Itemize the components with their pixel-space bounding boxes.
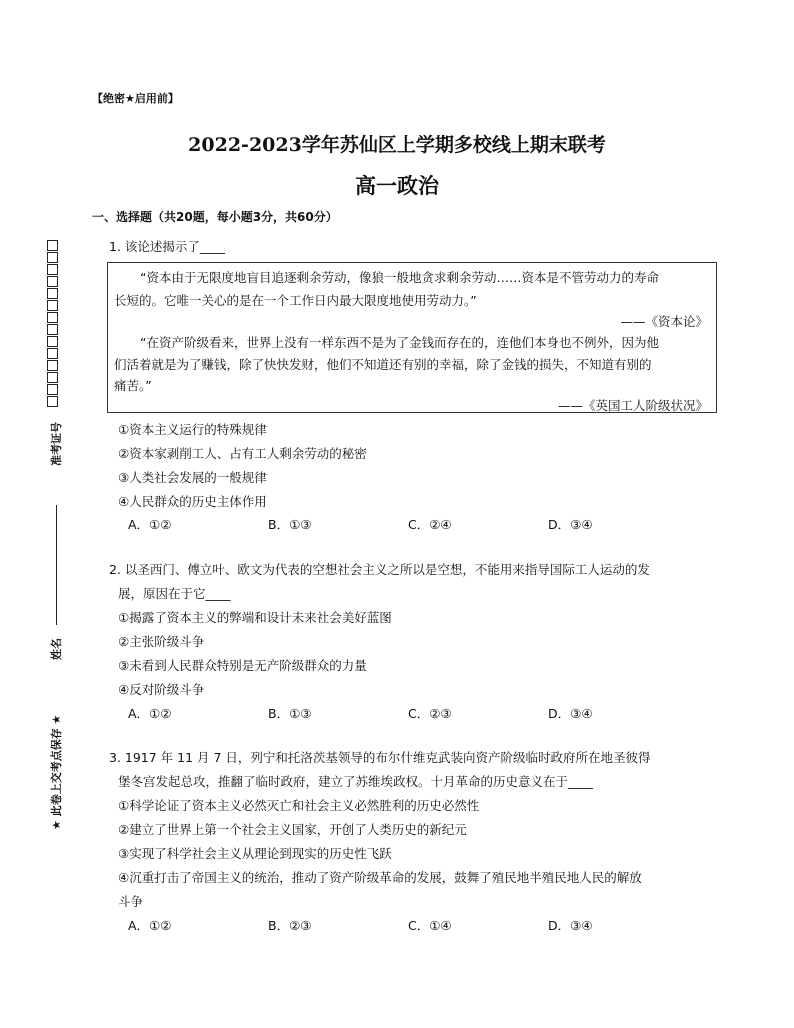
q2-item-1: ①揭露了资本主义的弊端和设计未来社会美好蓝图 xyxy=(118,610,392,625)
q2-stem-line2: 展，原因在于它____ xyxy=(118,586,231,601)
q1-option-a[interactable]: A．①② xyxy=(128,517,172,532)
q1-item-1: ①资本主义运行的特殊规律 xyxy=(118,422,267,437)
q1-quote2-line3: 痛苦。” xyxy=(114,378,152,393)
q3-item-4-cont: 斗争 xyxy=(118,894,144,909)
q1-item-3: ③人类社会发展的一般规律 xyxy=(118,470,267,485)
q2-option-b[interactable]: B．①③ xyxy=(268,706,312,721)
subject-title: 高一政治 xyxy=(355,173,439,198)
q1-quote1-line1: “资本由于无限度地盲目追逐剩余劳动，像狼一般地贪求剩余劳动……资本是不管劳动力的寿命 xyxy=(140,270,659,285)
q3-item-2: ②建立了世界上第一个社会主义国家，开创了人类历史的新纪元 xyxy=(118,822,467,837)
q1-source2: ——《英国工人阶级状况》 xyxy=(557,398,708,413)
exam-number-box[interactable] xyxy=(47,264,58,275)
exam-number-box[interactable] xyxy=(47,372,58,383)
q3-option-b[interactable]: B．②③ xyxy=(268,918,312,933)
exam-number-box[interactable] xyxy=(47,360,58,371)
q1-option-b[interactable]: B．①③ xyxy=(268,517,312,532)
q2-item-3: ③未看到人民群众特别是无产阶级群众的力量 xyxy=(118,658,367,673)
q3-item-4: ④沉重打击了帝国主义的统治，推动了资产阶级革命的发展，鼓舞了殖民地半殖民地人民的解放 xyxy=(118,870,642,885)
q1-source1: ——《资本论》 xyxy=(620,314,708,329)
exam-title: 2022-2023学年苏仙区上学期多校线上期末联考 xyxy=(188,134,606,156)
exam-number-box[interactable] xyxy=(47,384,58,395)
q2-option-d[interactable]: D．③④ xyxy=(548,706,593,721)
exam-number-box[interactable] xyxy=(47,348,58,359)
q1-item-4: ④人民群众的历史主体作用 xyxy=(118,494,267,509)
secret-tag: 【绝密★启用前】 xyxy=(92,92,179,105)
q1-item-2: ②资本家剥削工人、占有工人剩余劳动的秘密 xyxy=(118,446,367,461)
q1-stem: 1. 该论述揭示了____ xyxy=(109,239,225,254)
q1-option-d[interactable]: D．③④ xyxy=(548,517,593,532)
section-heading: 一、选择题（共20题，每小题3分，共60分） xyxy=(92,210,338,224)
exam-number-box[interactable] xyxy=(47,288,58,299)
q2-option-c[interactable]: C．②③ xyxy=(408,706,452,721)
exam-number-box[interactable] xyxy=(47,324,58,335)
q1-option-c[interactable]: C．②④ xyxy=(408,517,452,532)
q3-option-d[interactable]: D．③④ xyxy=(548,918,593,933)
name-underline[interactable] xyxy=(56,505,57,625)
q1-quote2-line2: 们活着就是为了赚钱，除了快快发财，他们不知道还有别的幸福，除了金钱的损失，不知道有别的 xyxy=(114,357,652,372)
exam-number-boxes[interactable] xyxy=(47,240,59,408)
q3-option-c[interactable]: C．①④ xyxy=(408,918,452,933)
exam-number-box[interactable] xyxy=(47,252,58,263)
q3-stem-line1: 3. 1917 年 11 月 7 日，列宁和托洛茨基领导的布尔什维克武装向资产阶级临时政府所在地圣彼得 xyxy=(109,750,651,765)
q2-item-2: ②主张阶级斗争 xyxy=(118,634,205,649)
exam-number-box[interactable] xyxy=(47,240,58,251)
q3-item-3: ③实现了科学社会主义从理论到现实的历史性飞跃 xyxy=(118,846,392,861)
exam-number-box[interactable] xyxy=(47,396,58,407)
q1-quote1-line2: 长短的。它唯一关心的是在一个工作日内最大限度地使用劳动力。” xyxy=(114,293,477,308)
confidential-note: ★ 此卷上交考点保存 ★ xyxy=(50,714,63,830)
exam-number-box[interactable] xyxy=(47,336,58,347)
name-label: 姓名 xyxy=(50,638,63,660)
q3-stem-line2: 堡冬宫发起总攻，推翻了临时政府，建立了苏维埃政权。十月革命的历史意义在于____ xyxy=(118,774,594,789)
q2-item-4: ④反对阶级斗争 xyxy=(118,682,205,697)
q2-stem-line1: 2. 以圣西门、傅立叶、欧文为代表的空想社会主义之所以是空想，不能用来指导国际工人运动的发 xyxy=(109,562,650,577)
exam-number-box[interactable] xyxy=(47,300,58,311)
q1-quote2-line1: “在资产阶级看来，世界上没有一样东西不是为了金钱而存在的，连他们本身也不例外，因为他 xyxy=(140,335,659,350)
q3-item-1: ①科学论证了资本主义必然灭亡和社会主义必然胜利的历史必然性 xyxy=(118,798,480,813)
exam-number-box[interactable] xyxy=(47,312,58,323)
exam-number-box[interactable] xyxy=(47,276,58,287)
q2-option-a[interactable]: A．①② xyxy=(128,706,172,721)
q3-option-a[interactable]: A．①② xyxy=(128,918,172,933)
exam-number-label: 准考证号 xyxy=(50,422,63,466)
